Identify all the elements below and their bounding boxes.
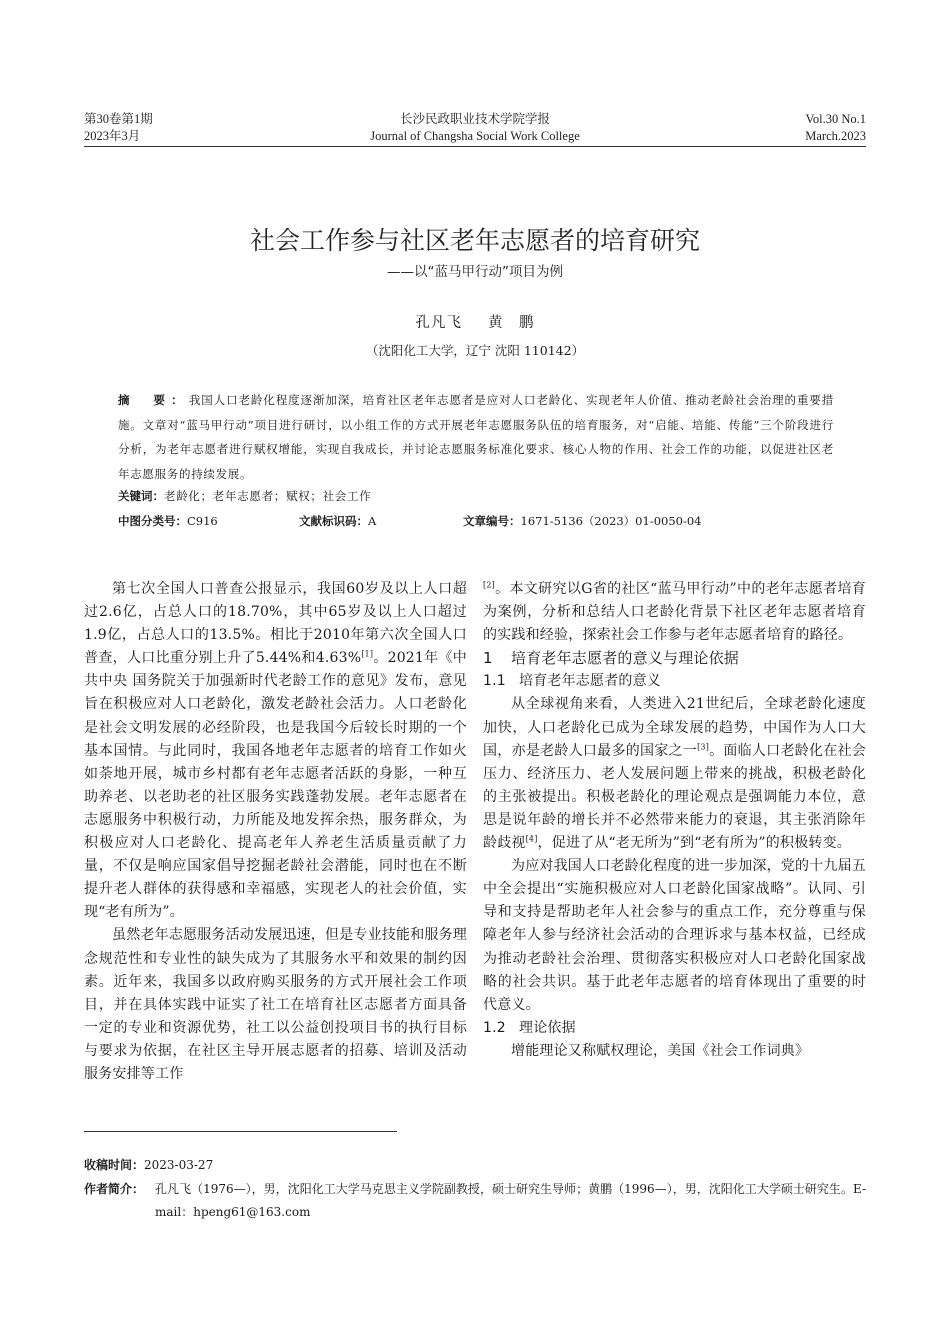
citation-ref: [1]: [361, 649, 374, 659]
body-paragraph: 虽然老年志愿服务活动发展迅速，但是专业技能和服务理念规范性和专业性的缺失成为了其服务水平和效果的制约因素。近年来，我国多以政府购买服务的方式开展社会工作项目，并在具体实践中证实了社工在培育社区志愿者方面具备一定的专业和资源优势，社工以公益创投项目书的执行目标与要求为依据，在社区主导开展志愿者的招募、培训及活动服务安排等工作: [84, 927, 467, 1082]
header-journal-name: [300, 111, 650, 145]
affiliation: （沈阳化工大学，辽宁 沈阳 110142）: [365, 343, 585, 358]
keywords-text: 老龄化；老年志愿者；赋权；社会工作: [164, 489, 372, 503]
body-paragraph: 增能理论又称赋权理论，美国《社会工作词典》: [511, 1042, 810, 1059]
header-issue-info: [84, 111, 153, 145]
subsection-heading: 1.1 培育老年志愿者的意义: [483, 673, 661, 690]
document-code-value: A: [368, 514, 377, 528]
section-heading: 1 培育老年志愿者的意义与理论依据: [483, 649, 740, 668]
article-number-value: 1671-5136（2023）01-0050-04: [520, 514, 702, 528]
header-journal-en: Journal of Changsha Social Work College: [370, 129, 580, 143]
document-code: [299, 512, 376, 530]
clc-value: C916: [187, 514, 218, 528]
header-journal-cn: 长沙民政职业技术学院学报: [399, 112, 550, 126]
body-paragraph: 为应对我国人口老龄化程度的进一步加深，党的十九届五中全会提出“实施积极应对人口老龄化国家战略”。认同、引导和支持是帮助老年人社会参与的重点工作，充分尊重与保障老年人参与经济社会活动的合理诉求与基本权益，已经成为推动老龄社会治理、贯彻落实积极应对人口老龄化国家战略的社会共识。基于此老年志愿者的培育体现出了重要的时代意义。: [483, 858, 866, 1013]
received-label: 收稿时间：: [84, 1158, 145, 1172]
body-paragraph: 从全球视角来看，人类进入21世纪后，全球老龄化速度加快，人口老龄化已成为全球发展的趋势，中国作为人口大国，亦是老龄人口最多的国家之一[3]。面临人口老龄化在社会压力、经济压力、老人发展问题上带来的挑战，积极老龄化的主张被提出。积极老龄化的理论观点是强调能力本位，意思是说年龄的增长并不必然带来能力的衰退，其主张消除年龄歧视[4]，促进了从“老无所为”到“老有所为”的积极转变。: [483, 696, 867, 852]
header-volume-issue: 第30卷第1期: [84, 112, 153, 126]
document-code-label: 文献标识码：: [299, 514, 368, 528]
header-volume-en: Vol.30 No.1: [805, 112, 866, 126]
body-column-left: [84, 578, 467, 1086]
author-bio: [84, 1178, 866, 1224]
abstract: [118, 388, 834, 486]
footnote-rule: [84, 1131, 397, 1132]
article-subtitle: ——以“蓝马甲行动”项目为例: [387, 264, 563, 280]
abstract-text: 我国人口老龄化程度逐渐加深，培育社区老年志愿者是应对人口老龄化、实现老年人价值、推动老龄社会治理的重要措施。文章对“蓝马甲行动”项目进行研讨，以小组工作的方式开展老年志愿服务队伍的培育服务，对“启能、培能、传能”三个阶段进行分析，为老年志愿者进行赋权增能，实现自我成长，并讨论志愿服务标准化要求、核心人物的作用、社会工作的功能，以促进社区老年志愿服务的持续发展。: [118, 393, 834, 481]
body-paragraph: 第七次全国人口普查公报显示，我国60岁及以上人口超过2.6亿，占总人口的18.70%，其中65岁及以上人口超过1.9亿，占总人口的13.5%。相比于2010年第六次全国人口普查，人口比重分别上升了5.44%和4.63%[1]。2021年《中共中央 国务院关于加强新时代老龄工作的意见》发布，意见旨在积极应对人口老龄化，激发老龄社会活力。人口老龄化是社会文明发展的必经阶段，也是我国今后较长时期的一个基本国情。与此同时，我国各地老年志愿者的培育工作如火如荼地开展，城市乡村都有老年志愿者活跃的身影，一种互助养老、以老助老的社区服务实践蓬勃发展。老年志愿者在志愿服务中积极行动，力所能及地发挥余热，服务群众，为积极应对人口老龄化、提高老年人养老生活质量贡献了力量，不仅是响应国家倡导挖掘老龄社会潜能，同时也在不断提升老人群体的获得感和幸福感，实现老人的社会价值，实现“老有所为”。: [84, 581, 467, 921]
header-rule: [84, 146, 866, 147]
subsection-heading: 1.2 理论依据: [483, 1019, 576, 1036]
citation-ref: [4]: [525, 834, 538, 844]
keywords: [118, 487, 371, 505]
author-bio-text: 孔凡飞（1976—），男，沈阳化工大学马克思主义学院副教授，硕士研究生导师；黄鹏（1996—），男，沈阳化工大学硕士研究生。E-mail：hpeng61@163.com: [155, 1182, 866, 1219]
citation-ref: [3]: [697, 742, 710, 751]
author-list: [0, 313, 950, 333]
header-issue-info-en: [805, 111, 866, 145]
header-date: 2023年3月: [84, 129, 141, 143]
clc-number: [118, 512, 218, 530]
article-number-label: 文章编号：: [463, 514, 521, 528]
abstract-label: 摘 要：: [118, 393, 189, 407]
clc-label: 中图分类号：: [118, 514, 187, 528]
received-date: [84, 1154, 213, 1177]
author-name: 黄 鹏: [488, 315, 535, 331]
article-number: [463, 512, 702, 530]
received-value: 2023-03-27: [144, 1158, 214, 1172]
body-column-right: [483, 578, 866, 1063]
body-paragraph-continued: [2]。本文研究以G省的社区“蓝马甲行动”中的老年志愿者培育为案例，分析和总结人口老龄化背景下社区老年志愿者培育的实践和经验，探索社会工作参与老年志愿者培育的路径。: [483, 580, 866, 644]
author-name: 孔凡飞: [415, 315, 462, 331]
keywords-label: 关键词：: [118, 489, 164, 503]
author-bio-label: 作者简介：: [84, 1182, 145, 1196]
article-title: 社会工作参与社区老年志愿者的培育研究: [249, 226, 700, 255]
header-date-en: March.2023: [805, 129, 866, 143]
citation-ref: [2]: [483, 580, 495, 590]
